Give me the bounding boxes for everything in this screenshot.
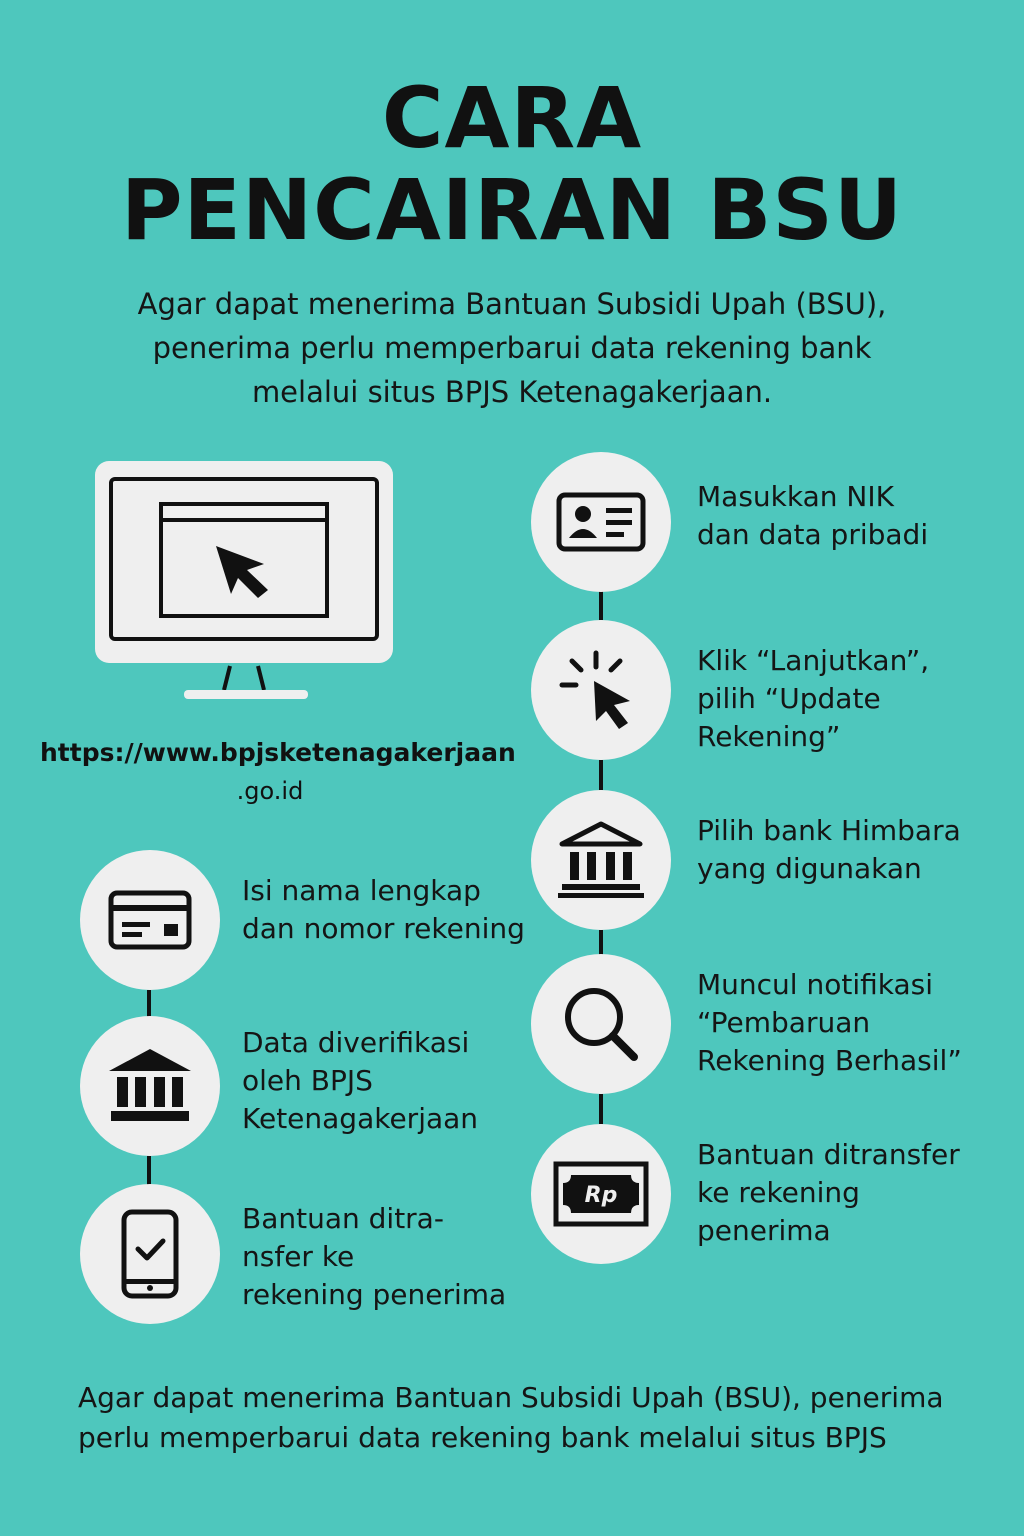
step-line: ke rekening (697, 1176, 860, 1209)
step-line: penerima (697, 1214, 831, 1247)
step-circle-banknote (531, 1124, 671, 1264)
step-text-isi-nama (242, 872, 525, 948)
step-line: Pilih bank Himbara (697, 814, 961, 847)
url-line-1: https://www.bpjsketenagakerjaan (40, 738, 516, 767)
step-line: Bantuan ditra- (242, 1202, 444, 1235)
step-line: Bantuan ditransfer (697, 1138, 960, 1171)
step-circle-phone (80, 1184, 220, 1324)
step-text-muncul-notifikasi (697, 966, 962, 1080)
connector-line (599, 1094, 603, 1124)
intro-line-2: penerima perlu memperbarui data rekening bank (152, 331, 872, 365)
footer-line-1: Agar dapat menerima Bantuan Subsidi Upah (BSU), penerima (78, 1381, 944, 1414)
bpjs-website-url[interactable] (40, 734, 516, 810)
step-line: Rekening” (697, 720, 841, 753)
connector-line (599, 760, 603, 790)
title-line-2: PENCAIRAN BSU (120, 161, 904, 259)
step-line: rekening penerima (242, 1278, 507, 1311)
monitor-illustration (94, 460, 394, 704)
step-line: Rekening Berhasil” (697, 1044, 962, 1077)
connector-line (147, 990, 151, 1018)
title-line-1: CARA (381, 69, 643, 167)
step-line: dan nomor rekening (242, 912, 525, 945)
step-circle-id-card (531, 452, 671, 592)
step-line: Isi nama lengkap (242, 874, 481, 907)
step-line: Muncul notifikasi (697, 968, 933, 1001)
step-line: Klik “Lanjutkan”, (697, 644, 930, 677)
step-line: pilih “Update (697, 682, 881, 715)
intro-line-1: Agar dapat menerima Bantuan Subsidi Upah (BSU), (137, 287, 887, 321)
step-line: oleh BPJS (242, 1064, 373, 1097)
cursor-click-icon (556, 645, 646, 735)
intro-line-3: melalui situs BPJS Ketenagakerjaan. (251, 375, 773, 409)
footer-text (78, 1378, 978, 1458)
step-line: Masukkan NIK (697, 480, 894, 513)
step-circle-cursor (531, 620, 671, 760)
rupiah-label: Rp (584, 1183, 618, 1208)
step-line: Ketenagakerjaan (242, 1102, 479, 1135)
step-text-masukkan-nik (697, 478, 928, 554)
magnifier-icon (556, 979, 646, 1069)
bank-building-icon (107, 1047, 193, 1125)
step-circle-card (80, 850, 220, 990)
connector-line (147, 1156, 151, 1186)
step-line: Data diverifikasi (242, 1026, 470, 1059)
step-line: “Pembaruan (697, 1006, 871, 1039)
step-line: yang digunakan (697, 852, 922, 885)
step-line: nsfer ke (242, 1240, 355, 1273)
bank-building-icon (556, 820, 646, 900)
step-circle-search (531, 954, 671, 1094)
step-text-pilih-bank (697, 812, 961, 888)
step-text-data-diverifikasi (242, 1024, 478, 1138)
rupiah-banknote-icon (553, 1161, 649, 1227)
id-card-icon (556, 492, 646, 552)
step-text-bantuan-ditransfer (697, 1136, 960, 1250)
url-line-2: .go.id (236, 777, 304, 805)
connector-line (599, 590, 603, 620)
phone-check-icon (120, 1209, 180, 1299)
step-text-klik-lanjutkan (697, 642, 929, 756)
monitor-icon (94, 460, 394, 704)
step-text-bantuan-ditransfer-left (242, 1200, 506, 1314)
step-circle-bank-verify (80, 1016, 220, 1156)
page-title (0, 69, 1024, 259)
bank-card-icon (108, 890, 192, 950)
step-line: dan data pribadi (697, 518, 929, 551)
step-circle-bank (531, 790, 671, 930)
intro-text (60, 282, 964, 414)
footer-line-2: perlu memperbarui data rekening bank melalui situs BPJS (78, 1421, 887, 1454)
